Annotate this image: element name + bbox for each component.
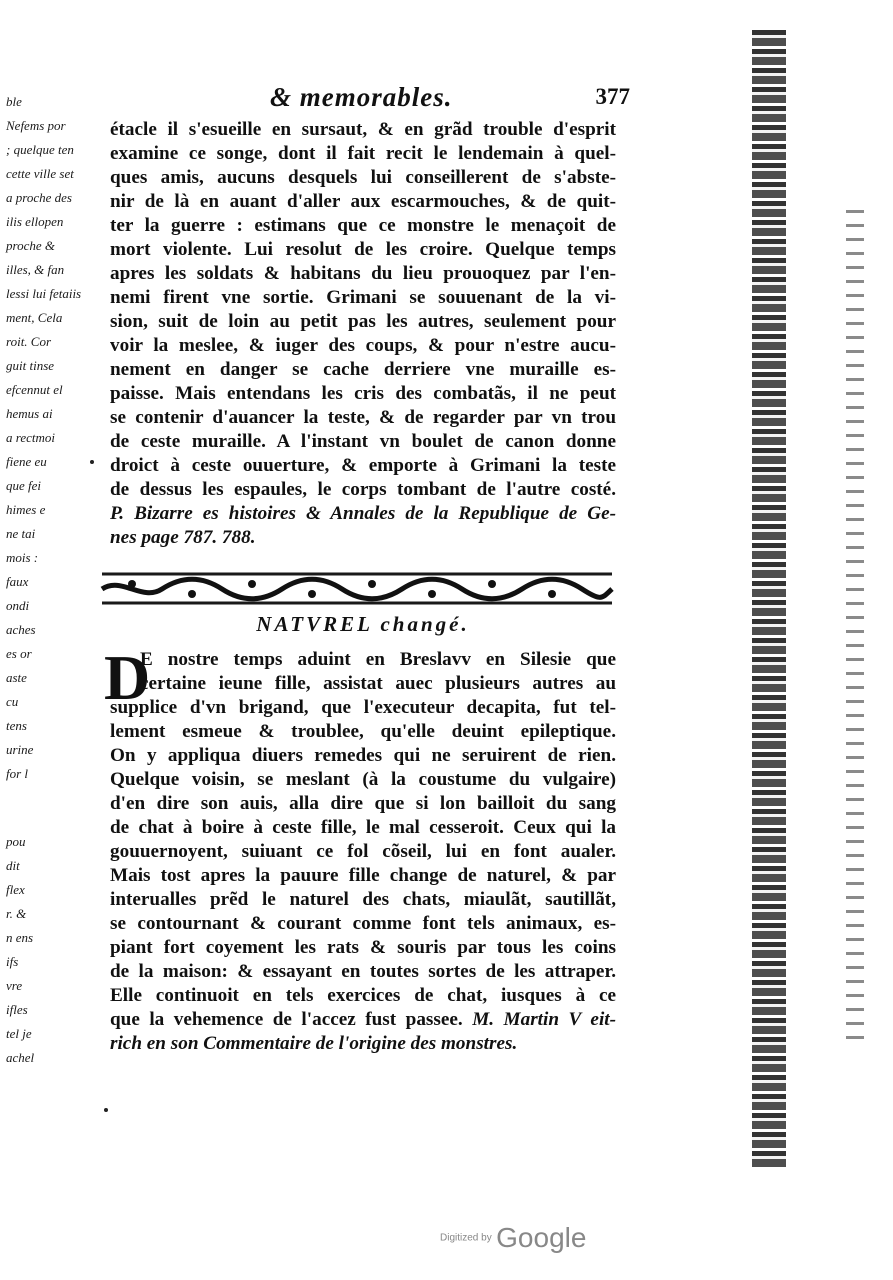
margin-fragment: Nefems por [6, 118, 66, 133]
margin-fragment: cette ville set [6, 166, 74, 181]
brand-logo: Google [496, 1222, 587, 1253]
digitized-watermark [440, 1222, 586, 1254]
scan-speck [90, 460, 94, 464]
margin-fragment: que fei [6, 478, 42, 493]
digitized-label: Digitized by [440, 1232, 492, 1244]
margin-fragment: proche & [6, 238, 55, 253]
section-title: NATVREL changé. [256, 612, 470, 636]
ornament-vine [102, 570, 612, 606]
text-line: interualles prẽd le naturel des chats, miaulãt, sautillãt, [110, 889, 616, 910]
text-line: piant fort coyement les rats & souris par tous les coins [110, 937, 616, 958]
margin-fragment: ifles [6, 1002, 28, 1017]
margin-fragment: aches [6, 622, 36, 637]
margin-fragment: dit [6, 858, 20, 873]
text-line: sion, suit de loin au petit pas les autres, seulement pour [110, 311, 616, 332]
text-line: E nostre temps aduint en Breslavv en Silesie que [140, 649, 616, 670]
margin-fragment: tel je [6, 1026, 32, 1041]
margin-fragment: cu [6, 694, 19, 709]
margin-fragment: ; quelque ten [6, 142, 74, 157]
text-line: nement en danger se cache derriere vne muraille es- [110, 359, 616, 380]
text-line: examine ce songe, dont il fait recit le lendemain à quel- [110, 143, 616, 164]
text-line: lement esmeue & troublee, qu'elle deuint epileptique. [110, 721, 616, 742]
text-line: de chat à boire à ceste fille, le mal cesseroit. Ceux qui la [110, 817, 616, 838]
margin-fragment: himes e [6, 502, 46, 517]
text-line: de ceste muraille. A l'instant vn boulet de canon donne [110, 431, 616, 452]
text-line: On y appliqua diuers remedes qui ne seruirent de rien. [110, 745, 616, 766]
text-line: droict à ceste ouuerture, & emporte à Grimani la teste [110, 455, 616, 476]
page-edge-shadow [752, 30, 786, 1170]
margin-fragment: aste [6, 670, 27, 685]
text-line: gouuernoyent, suiuant ce fol cõseil, lui en font aualer. [110, 841, 616, 862]
margin-fragment: for l [6, 766, 29, 781]
margin-fragment: ment, Cela [6, 310, 63, 325]
margin-fragment: hemus ai [6, 406, 53, 421]
margin-fragment: fiene eu [6, 454, 47, 469]
running-title: & memorables. [270, 82, 453, 112]
text-line: Elle continuoit en tels exercices de chat, iusques à ce [110, 985, 616, 1006]
margin-fragment: ondi [6, 598, 30, 613]
page-edge-shadow-faint [846, 210, 864, 1040]
margin-fragment: tens [6, 718, 27, 733]
paragraph-natvrel [110, 648, 616, 1056]
text-line-with-citation [110, 1008, 616, 1032]
margin-fragment: flex [6, 882, 25, 897]
citation-inline: M. Martin V eit- [472, 1009, 616, 1030]
text-line: voir la meslee, & iuger des coups, & pour n'estre aucu- [110, 335, 616, 356]
text-line: apres les soldats & habitans du lieu prouoquez par l'en- [110, 263, 616, 284]
text-line: que la vehemence de l'accez fust passee. [110, 1009, 463, 1030]
margin-fragment: es or [6, 646, 32, 661]
margin-fragment: a rectmoi [6, 430, 55, 445]
margin-fragment: roit. Cor [6, 334, 52, 349]
text-line: ques amis, aucuns desquels lui conseillerent de s'abste- [110, 167, 616, 188]
text-line: nir de là en auant d'aller aux escarmouches, & de quit- [110, 191, 616, 212]
paragraph-grimani [110, 118, 616, 550]
text-line: se contenir d'auancer la teste, & de regarder par vn trou [110, 407, 616, 428]
text-line: supplice d'vn brigand, que l'executeur decapita, fut tel- [110, 697, 616, 718]
text-line: de dessus les espaules, le corps tombant de l'autre costé. [110, 479, 616, 500]
margin-fragment: pou [6, 834, 26, 849]
citation-line: rich en son Commentaire de l'origine des monstres. [110, 1033, 518, 1054]
margin-fragment: ilis ellopen [6, 214, 64, 229]
text-line: de la maison: & essayant en toutes sortes de les attraper. [110, 961, 616, 982]
margin-fragment: guit tinse [6, 358, 55, 373]
text-line: d'en dire son auis, alla dire que si lon bailloit du sang [110, 793, 616, 814]
page-header [270, 82, 630, 116]
ornament-band [102, 570, 612, 606]
text-line: paisse. Mais entendans les cris des combatãs, il ne peut [110, 383, 616, 404]
margin-fragment: lessi lui fetaiis [6, 286, 82, 301]
margin-fragment: a proche des [6, 190, 72, 205]
margin-fragment: n ens [6, 930, 34, 945]
margin-fragment: efcennut el [6, 382, 63, 397]
margin-fragment: vre [6, 978, 23, 993]
scan-speck [104, 1108, 108, 1112]
drop-cap: D [104, 642, 151, 713]
text-line: mort violente. Lui resolut de les croire. Quelque temps [110, 239, 616, 260]
text-line: Mais tost apres la pauure fille change de naturel, & par [110, 865, 616, 886]
citation-line: nes page 787. 788. [110, 527, 256, 548]
margin-fragment: r. & [6, 906, 27, 921]
page-number: 377 [595, 84, 630, 109]
text-line: nemi firent vne sortie. Grimani se souuenant de la vi- [110, 287, 616, 308]
text-line: certaine ieune fille, assistat auec plusieurs autres au [140, 673, 616, 694]
facing-page-margin [6, 90, 82, 1070]
text-line: ter la guerre : estimans que ce monstre le menaçoit de [110, 215, 616, 236]
text-line: étacle il s'esueille en sursaut, & en grãd trouble d'esprit [110, 119, 616, 140]
text-line: Quelque voisin, se meslant (à la coustume du vulgaire) [110, 769, 616, 790]
citation-line: P. Bizarre es histoires & Annales de la Republique de Ge- [110, 503, 616, 524]
margin-fragment: mois : [6, 550, 39, 565]
margin-fragment: achel [6, 1050, 35, 1065]
margin-fragment: urine [6, 742, 34, 757]
margin-fragment: ble [6, 94, 22, 109]
margin-fragment: illes, & fan [6, 262, 65, 277]
margin-fragment: ne tai [6, 526, 36, 541]
margin-fragment: faux [6, 574, 29, 589]
margin-fragment: ifs [6, 954, 19, 969]
text-line: se contournant & courant comme font tels animaux, es- [110, 913, 616, 934]
